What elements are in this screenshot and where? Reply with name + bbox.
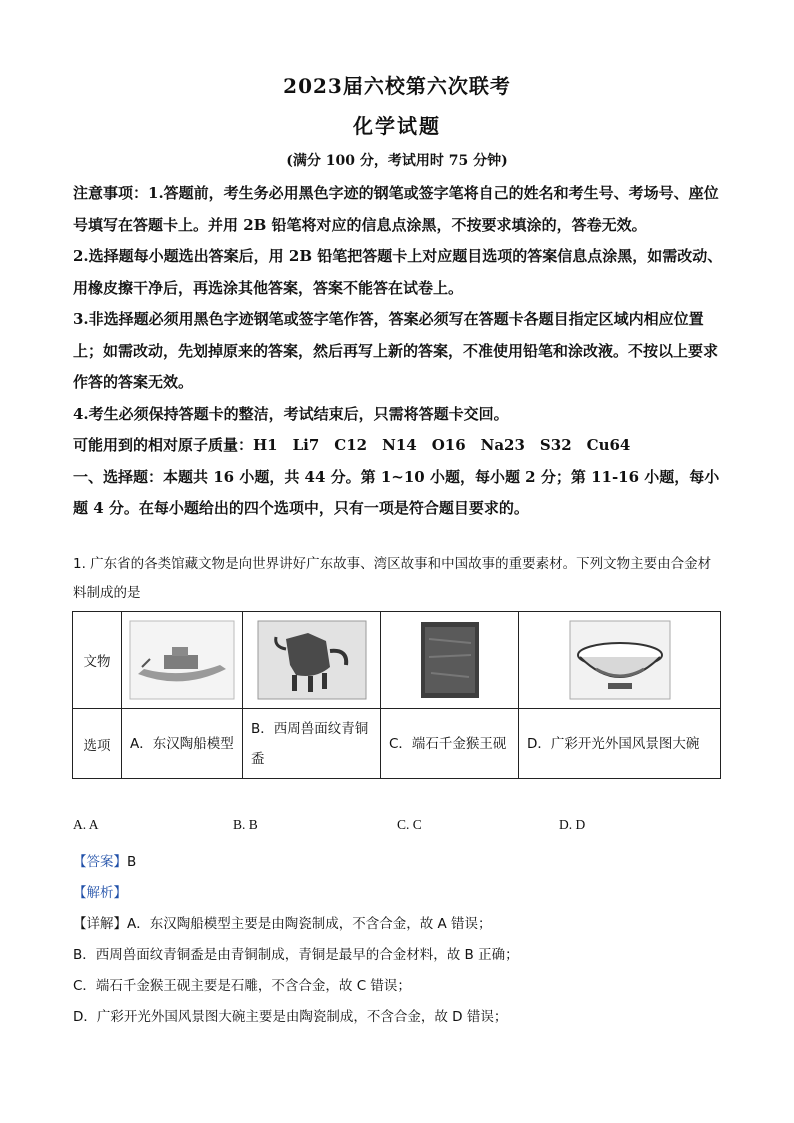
option-b: B．西周兽面纹青铜盉 — [243, 709, 381, 779]
subject-title: 化学试题 — [353, 114, 441, 138]
bronze-vessel-image — [256, 619, 368, 701]
detail-a: A．东汉陶船模型主要是由陶瓷制成，不含合金，故 A 错误； — [127, 916, 492, 932]
artifact-cell-b — [243, 612, 381, 709]
note-3: 3.非选择题必须用黑色字迹钢笔或签字笔作答，答案必须写在答题卡各题目指定区域内相应位置上；如需改动，先划掉原来的答案，然后再写上新的答案，不准使用铅笔和涂改液。不按以上要求作答的答案无效。 — [73, 310, 719, 391]
atomic-masses: 可能用到的相对原子质量：H1 Li7 C12 N14 O16 Na23 S32 Cu64 — [73, 436, 631, 454]
note-1: 注意事项：1.答题前，考生务必用黑色字迹的钢笔或签字笔将自己的姓名和考生号、考场号、座位号填写在答题卡上。并用 2B 铅笔将对应的信息点涂黑，不按要求填涂的，答卷无效。 — [73, 184, 719, 234]
question-stem: 1. 广东省的各类馆藏文物是向世界讲好广东故事、湾区故事和中国故事的重要素材。下列文物主要由合金材料制成的是 — [73, 556, 712, 601]
row-label-option: 选项 — [73, 709, 122, 779]
note-2: 2.选择题每小题选出答案后，用 2B 铅笔把答题卡上对应题目选项的答案信息点涂黑，如需改动、用橡皮擦干净后，再选涂其他答案，答案不能答在试卷上。 — [73, 247, 723, 297]
exam-meta: (满分 100 分，考试用时 75 分钟) — [286, 153, 508, 169]
detail-tag: 【详解】 — [73, 916, 127, 932]
analysis-tag: 【解析】 — [73, 885, 127, 901]
section-heading: 一、选择题：本题共 16 小题，共 44 分。第 1~10 小题，每小题 2 分；第 11-16 小题，每小题 4 分。在每小题给出的四个选项中，只有一项是符合题目要求的。 — [73, 467, 720, 517]
option-a: A．东汉陶船模型 — [122, 709, 243, 779]
artifact-table — [72, 611, 721, 779]
question-1-stem — [73, 550, 723, 608]
choice-d: D. D — [559, 817, 586, 832]
detail-c: C．端石千金猴王砚主要是石雕，不含合金，故 C 错误； — [73, 978, 411, 994]
option-c: C．端石千金猴王砚 — [381, 709, 519, 779]
option-d: D．广彩开光外国风景图大碗 — [519, 709, 721, 779]
answer-tag: 【答案】 — [73, 854, 127, 870]
choice-a: A. A — [73, 817, 99, 832]
answer-line — [73, 850, 723, 870]
answer-choices — [73, 817, 723, 839]
detail-line-a — [73, 912, 723, 932]
option-row — [73, 709, 721, 779]
detail-d: D．广彩开光外国风景图大碗主要是由陶瓷制成，不含合金，故 D 错误； — [73, 1009, 508, 1025]
artifact-cell-c — [381, 612, 519, 709]
artifact-cell-d — [519, 612, 721, 709]
answer-value: B — [127, 854, 137, 870]
porcelain-bowl-image — [568, 619, 672, 701]
choice-c: C. C — [397, 817, 422, 832]
pottery-boat-image — [128, 619, 236, 701]
inkstone-image — [417, 619, 483, 701]
note-4: 4.考生必须保持答题卡的整洁，考试结束后，只需将答题卡交回。 — [73, 404, 509, 423]
artifact-cell-a — [122, 612, 243, 709]
choice-b: B. B — [233, 817, 258, 832]
detail-b: B．西周兽面纹青铜盉是由青铜制成，青铜是最早的合金材料，故 B 正确； — [73, 947, 519, 963]
exam-title: 2023届六校第六次联考 — [283, 74, 511, 98]
instructions — [73, 178, 723, 525]
artifact-row — [73, 612, 721, 709]
row-label-artifact: 文物 — [73, 612, 122, 709]
